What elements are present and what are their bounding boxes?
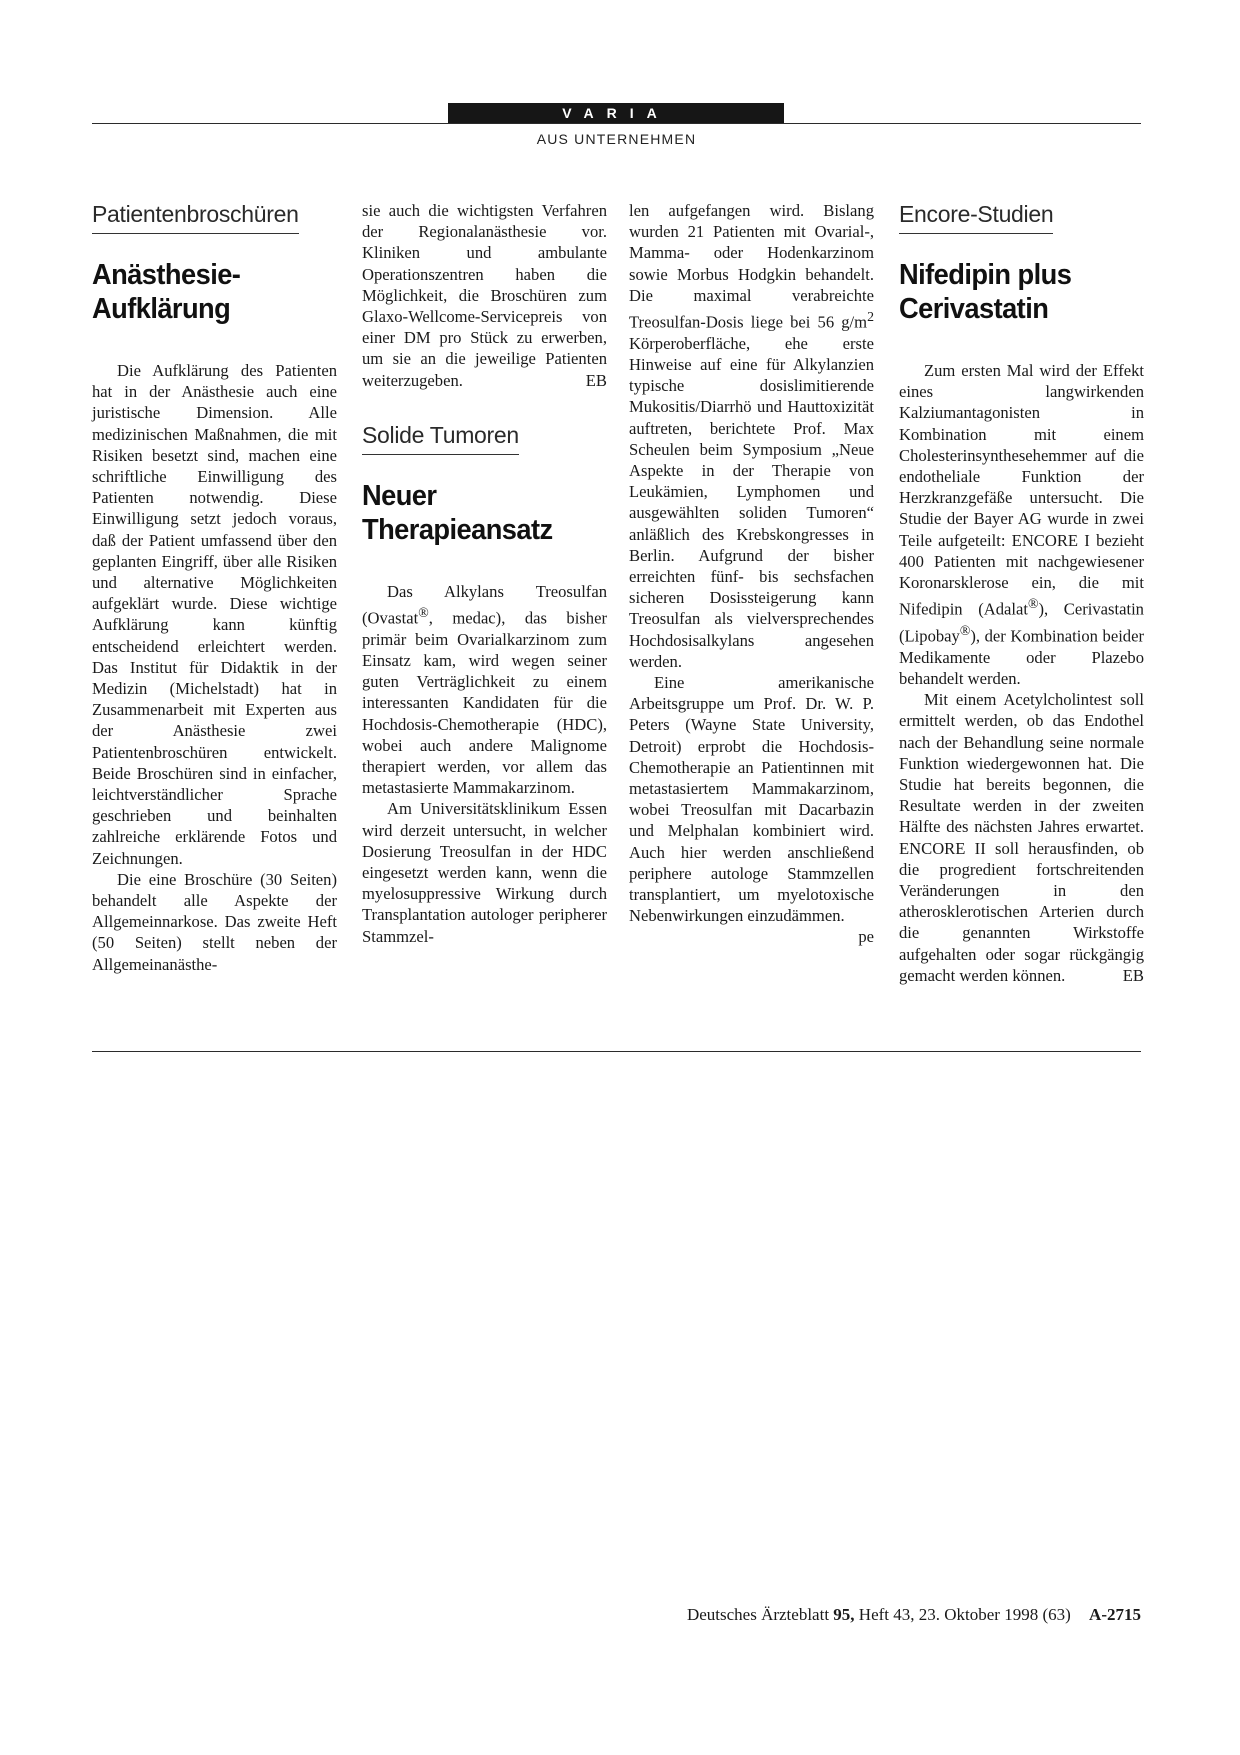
journal-name: Deutsches Ärzteblatt bbox=[686, 1605, 830, 1624]
paragraph-text: Mit einem Acetylcholintest soll ermittelt werden, ob das Endothel nach der Behandlung seine normale Funktion wiedergewonnen hat. Die Studie hat bereits begonnen, die Resultate werden in der zweiten Hälfte des nächsten Jahres erwartet. ENCORE II soll herausfinden, ob die progredient fortschreitenden Veränderungen in den atherosklerotischen Arterien durch die genannten Wirkstoffe aufgehalten oder sogar rückgängig gemacht werden können. bbox=[899, 690, 1144, 985]
page-footer bbox=[687, 1605, 1141, 1625]
headline-line-2: Aufklärung bbox=[92, 293, 231, 325]
paragraph-text: ), Cerivastatin (Lipobay bbox=[899, 599, 1144, 646]
article-paragraph bbox=[362, 581, 607, 799]
paragraph-text: len aufgefangen wird. Bislang wurden 21 Patienten mit Ovarial-, Mamma- oder Hodenkarzinom sowie Morbus Hodgkin behandelt. Die maximal verabreichte Treosulfan-Dosis liege bei 56 g/m bbox=[629, 201, 874, 332]
article-paragraph: Die eine Broschüre (30 Seiten) behandelt alle Aspekte der Allgemeinnarkose. Das zweite Heft (50 Seiten) stellt neben der Allgemeinanästhe- bbox=[92, 869, 337, 974]
article-paragraph bbox=[362, 200, 607, 391]
article-kicker: Encore-Studien bbox=[899, 200, 1053, 234]
article-headline bbox=[899, 258, 1129, 326]
headline-line-1: Anästhesie- bbox=[92, 259, 241, 291]
section-title: VARIA bbox=[562, 105, 670, 121]
article-paragraph bbox=[629, 672, 874, 947]
article-kicker: Patientenbroschüren bbox=[92, 200, 299, 234]
column-4 bbox=[899, 200, 1144, 986]
column-1 bbox=[92, 200, 337, 975]
page-number: A-2715 bbox=[1089, 1605, 1141, 1624]
article-paragraph: Am Universitätsklinikum Essen wird derzeit untersucht, in welcher Dosierung Treosulfan in der HDC eingesetzt werden kann, wenn die myelosuppressive Wirkung durch Transplantation autologer peripherer Stammzel- bbox=[362, 799, 607, 946]
article-headline bbox=[92, 258, 322, 326]
author-signature: EB bbox=[1122, 965, 1144, 985]
article-paragraph: Die Aufklärung des Patienten hat in der Anästhesie auch eine juristische Dimension. Alle medizinischen Maßnahmen, die mit Risiken besetzt sind, machen eine schriftliche Einwilligung des Patienten notwendig. Diese Einwilligung setzt jedoch voraus, daß der Patient umfassend über den geplanten Eingriff, über alle Risiken und alternative Möglichkeiten aufgeklärt wurde. Diese wichtige Aufklärung kann künftig entscheidend erleichtert werden. Das Institut für Didaktik in der Medizin (Michelstadt) hat in Zusammenarbeit mit Experten aus der Anästhesie zwei Patientenbroschüren entwickelt. Beide Broschüren sind in einfacher, leichtverständlicher Sprache geschrieben und beinhalten zahlreiche erklärende Fotos und Zeichnungen. bbox=[92, 361, 337, 868]
registered-mark: ® bbox=[418, 605, 429, 621]
issue-info: Heft 43, 23. Oktober 1998 (63) bbox=[858, 1605, 1071, 1624]
article-paragraph bbox=[899, 689, 1144, 986]
paragraph-text: , medac), das bisher primär beim Ovarialkarzinom zum Einsatz kam, wird wegen seiner guten Verträglichkeit zu einem interessanten Kandidaten für die Hochdosis-Chemotherapie (HDC), wobei auch andere Malignome therapiert werden, vor allem das metastasierte Mammakarzinom. bbox=[362, 608, 607, 798]
registered-mark: ® bbox=[1027, 596, 1039, 612]
subsection-title: AUS UNTERNEHMEN bbox=[536, 131, 697, 147]
author-signature: EB bbox=[585, 370, 607, 390]
journal-volume: 95, bbox=[833, 1605, 855, 1624]
paragraph-text: Körperoberfläche, ehe erste Hinweise auf eine für Alkylanzien typische dosislimitierende Mukositis/Diarrhö und Hauttoxizität auftreten, berichtete Prof. Max Scheulen beim Symposium „Neue Aspekte in der Therapie von Leukämien, Lymphomen und ausgewählten soliden Tumoren“ anläßlich des Krebskongresses in Berlin. Aufgrund der bisher erreichten fünf- bis sechsfachen sicheren Dosissteigerung kann Treosulfan als vielversprechendes Hochdosisalkylans angesehen werden. bbox=[629, 333, 874, 671]
column-3 bbox=[629, 200, 874, 948]
header-rule bbox=[92, 123, 1141, 124]
article-paragraph bbox=[629, 200, 874, 672]
article-headline bbox=[362, 479, 592, 547]
headline-line-2: Therapieansatz bbox=[362, 513, 553, 546]
column-2 bbox=[362, 200, 607, 947]
headline-line-2: Cerivastatin bbox=[899, 293, 1049, 325]
paragraph-text: Das Alkylans Treosulfan (Ovastat bbox=[362, 581, 607, 628]
article-paragraph bbox=[899, 360, 1144, 689]
paragraph-text: sie auch die wichtigsten Verfahren der Regionalanästhesie vor. Kliniken und ambulante Operationszentren haben die Möglichkeit, die Broschüren zum Glaxo-Wellcome-Servicepreis von einer DM pro Stück zu erwerben, um sie an die jeweilige Patienten weiterzugeben. bbox=[362, 201, 607, 390]
paragraph-text: ), der Kombination beider Medikamente oder Plazebo behandelt werden. bbox=[899, 626, 1144, 688]
headline-line-1: Neuer bbox=[362, 479, 437, 512]
headline-line-1: Nifedipin plus bbox=[899, 259, 1072, 291]
author-signature: pe bbox=[858, 927, 874, 947]
registered-mark: ® bbox=[959, 622, 971, 638]
article-kicker: Solide Tumoren bbox=[362, 421, 519, 455]
paragraph-text: Zum ersten Mal wird der Effekt eines langwirkenden Kalziumantagonisten in Kombination mit einem Cholesterinsynthesehemmer auf die endotheliale Funktion der Herzkranzgefäße untersucht. Die Studie der Bayer AG wurde in zwei Teile aufgeteilt: ENCORE I bezieht 400 Patienten mit nachgewiesener Koronarsklerose ein, die mit Nifedipin (Adalat bbox=[899, 361, 1144, 619]
superscript: 2 bbox=[867, 309, 874, 325]
paragraph-text: Eine amerikanische Arbeitsgruppe um Prof. Dr. W. P. Peters (Wayne State University, Detroit) erprobt die Hochdosis-Chemotherapie an Patientinnen mit metastasiertem Mammakarzinom, wobei Treosulfan mit Dacarbazin und Melphalan kombiniert wird. Auch hier werden anschließend periphere autologe Stammzellen transplantiert, um myelotoxische Nebenwirkungen einzudämmen. bbox=[629, 673, 874, 926]
bottom-rule bbox=[92, 1051, 1141, 1052]
